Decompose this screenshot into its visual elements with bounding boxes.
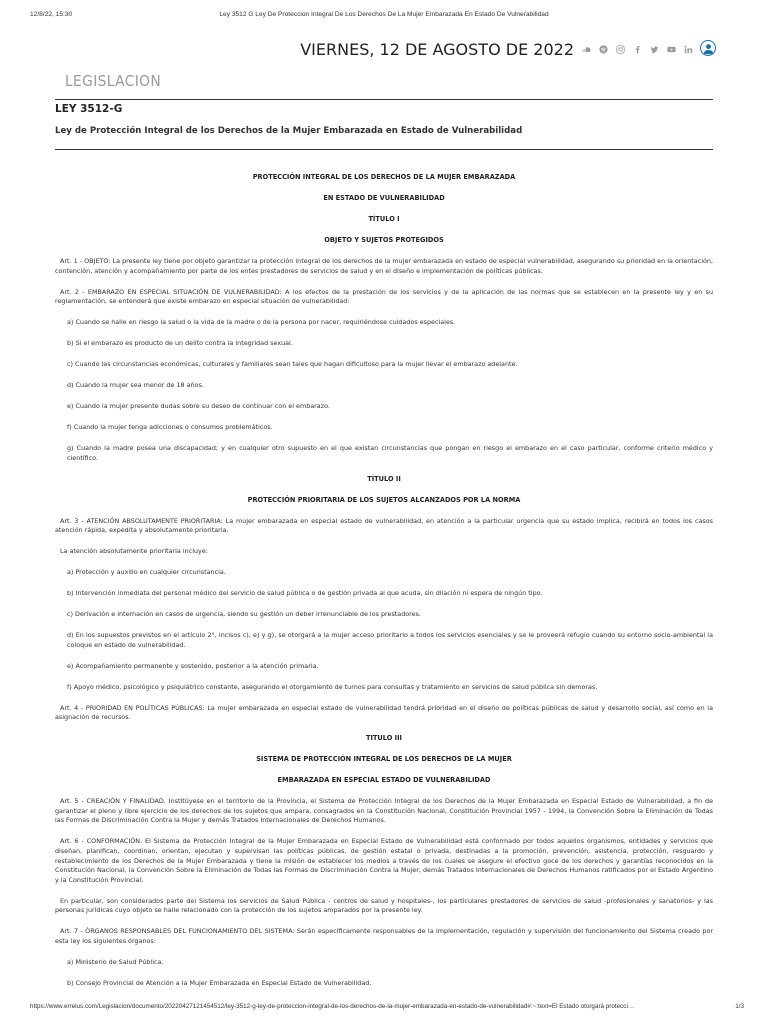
list-item: f) Apoyo médico, psicológico y psiquiátrico constante, asegurando el otorgamiento de turnos para consultas y tratamiento en servicios de salud pública sin demoras. [67, 682, 598, 691]
page-number: 1/3 [735, 1003, 744, 1010]
article-2: Art. 2 - EMBARAZO EN ESPECIAL SITUACIÓN DE VULNERABILIDAD: A los efectos de la prestación de los servicios y de la aplicación de las normas que se establecen en la presente ley y en su reglamentación, se entenderá que existe embarazo en especial situación de vulnerabilidad: [55, 287, 713, 306]
title-name: OBJETO Y SUJETOS PROTEGIDOS [324, 235, 444, 244]
list-item: c) Cuando las circunstancias económicas, culturales y familiares sean tales que hagan dificultoso para la mujer llevar el embarazo adelante. [67, 360, 518, 369]
article-5: Art. 5 - CREACIÓN Y FINALIDAD. Institúyese en el territorio de la Provincia, el Sistema de Protección Integral de los Derechos de la Mujer Embarazada en Especial Estado de Vulnerabilidad, a fin de garantizar el pleno y libre ejercicio de los derechos de los sujetos que ampara, consagrados en la Constitución Nacional, Constitución Provincial 1957 - 1994, la Convención Sobre la Eliminación de Todas las Formas de Discriminación Contra la Mujer y demás Tratados Internacionales de Derechos Humanos. [55, 797, 713, 825]
divider [55, 99, 713, 100]
list-item: c) Derivación e internación en casos de urgencia, siendo su gestión un deber irrenunciable de los prestadores. [67, 610, 421, 619]
section-title: LEGISLACION [65, 72, 162, 90]
list-item: e) Acompañamiento permanente y sostenido, posterior a la atención primaria. [67, 661, 319, 670]
list-item: a) Cuando se halle en riesgo la salud o la vida de la madre o de la persona por nacer, requiriéndose cuidados especiales. [67, 318, 456, 327]
print-url: https://www.erreius.com/Legislacion/documento/20220427121454512/ley-3512-g-ley-de-proteccion-integral-de-los-derechos-de-la-mujer-embarazada-en-estado-de-vulnerabilidad#:~:text=El Estado otorgará protecci… [30, 1003, 635, 1010]
youtube-icon[interactable] [667, 45, 676, 54]
soundcloud-icon[interactable] [582, 45, 591, 54]
print-timestamp: 12/8/22, 15:30 [30, 11, 73, 18]
article-7: Art. 7 - ÓRGANOS RESPONSABLES DEL FUNCIONAMIENTO DEL SISTEMA: Serán específicamente responsables de la implementación, regulación y supervisión del funcionamiento del Sistema creado por esta ley los siguientes órganos: [55, 927, 713, 945]
article-3: Art. 3 - ATENCIÓN ABSOLUTAMENTE PRIORITARIA: La mujer embarazada en especial estado de vulnerabilidad, en atención a la particular urgencia que su estado implica, recibirá en todos los casos atención rápida, expedita y absolutamente prioritaria. [55, 516, 713, 535]
list-item: b) Intervención inmediata del personal médico del servicio de salud pública o de gestión privada al que acuda, sin dilación ni espera de ningún tipo. [67, 589, 543, 598]
list-item: f) Cuando la mujer tenga adicciones o consumos problemáticos. [67, 423, 273, 432]
divider [55, 149, 713, 150]
list-item: d) Cuando la mujer sea menor de 18 años. [67, 381, 204, 390]
list-item: g) Cuando la madre posea una discapacidad; y en cualquier otro supuesto en el que existan circunstancias que pongan en riesgo el embarazo en el caso particular, conforme criterio médico y científico. [67, 444, 713, 462]
article-3-intro: La atención absolutamente prioritaria incluye: [60, 547, 208, 556]
article-1: Art. 1 - OBJETO: La presente ley tiene por objeto garantizar la protección integral de los derechos de la mujer embarazada en estado de especial vulnerabilidad, asegurando su prioridad en la orientación, contención, atención y acompañamiento por parte de los entes prestadores de servicios de salud y en el diseño e implementación de políticas públicas. [55, 256, 713, 275]
linkedin-icon[interactable] [684, 45, 693, 54]
list-item: a) Ministerio de Salud Pública. [67, 957, 164, 966]
law-number: LEY 3512-G [55, 103, 123, 115]
list-item: b) Consejo Provincial de Atención a la Mujer Embarazada en Especial Estado de Vulnerabilidad. [67, 978, 372, 987]
title-heading: TÍTULO I [368, 214, 400, 223]
print-footer [0, 1003, 768, 1015]
article-6: Art. 6 - CONFORMACIÓN. El Sistema de Protección Integral de la Mujer Embarazada en Especial Estado de Vulnerabilidad está conformado por todos aquellos organismos, entidades y servicios que diseñan, planifican, coordinan, orientan, ejecutan y supervisan las políticas públicas, de gestión estatal o privada, destinadas a la promoción, prevención, asistencia, protección, resguardo y restablecimiento de los Derechos de la Mujer Embarazada y tiene la misión de establecer los medios a través de los cuales se asegure el efectivo goce de los derechos y garantías reconocidos en la Constitución Nacional, la Convención Sobre la Eliminación de Todas las Formas de Discriminación Contra la Mujer, demás Tratados Internacionales de Derechos Humanos ratificados por el Estado Argentino y la Constitución Provincial. [55, 837, 713, 884]
title-name: PROTECCIÓN PRIORITARIA DE LOS SUJETOS ALCANZADOS POR LA NORMA [247, 495, 521, 504]
instagram-icon[interactable] [616, 45, 625, 54]
law-title: Ley de Protección Integral de los Derechos de la Mujer Embarazada en Estado de Vulnerabilidad [55, 126, 523, 136]
list-item: e) Cuando la mujer presente dudas sobre su deseo de continuar con el embarazo. [67, 402, 330, 411]
article-6-part-b: En particular, son considerados parte del Sistema los servicios de Salud Pública - centros de salud y hospitales-, los particulares prestadores de servicios de salud -profesionales y sanatorios- y las personas jurídicas cuyo objeto se halle relacionado con la protección de los sujetos amparados por la presente ley. [55, 896, 713, 915]
title-name: SISTEMA DE PROTECCIÓN INTEGRAL DE LOS DERECHOS DE LA MUJER [256, 755, 512, 764]
article-4: Art. 4 - PRIORIDAD EN POLÍTICAS PÚBLICAS: La mujer embarazada en especial estado de vulnerabilidad tendrá prioridad en el diseño de políticas públicas de salud y desarrollo social, así como en la asignación de recursos. [55, 703, 713, 722]
user-avatar-icon[interactable] [700, 40, 716, 56]
print-page-title: Ley 3512 G Ley De Proteccion Integral De Los Derechos De La Mujer Embarazada En Estado De Vulnerabilidad [219, 11, 549, 18]
spotify-icon[interactable] [599, 45, 608, 54]
topbar [300, 40, 693, 58]
list-item: a) Protección y auxilio en cualquier circunstancia. [67, 568, 226, 577]
list-item: d) En los supuestos previstos en el artículo 2°, incisos c), e) y g), se otorgará a la mujer acceso prioritario a todos los servicios esenciales y se le proveerá refugio cuando su entorno socio-ambiental la coloque en estado de vulnerabilidad. [67, 631, 713, 649]
title-heading: TITULO III [365, 734, 403, 743]
print-header [0, 11, 768, 23]
document-heading: EN ESTADO DE VULNERABILIDAD [323, 193, 445, 202]
document-heading: PROTECCIÓN INTEGRAL DE LOS DERECHOS DE LA MUJER EMBARAZADA [252, 173, 516, 181]
twitter-icon[interactable] [650, 45, 659, 54]
document-body [55, 173, 713, 1000]
title-name: EMBARAZADA EN ESPECIAL ESTADO DE VULNERABILIDAD [277, 776, 491, 785]
facebook-icon[interactable] [633, 45, 642, 54]
title-heading: TÍTULO II [367, 474, 401, 483]
list-item: b) Si el embarazo es producto de un delito contra la integridad sexual. [67, 339, 293, 348]
current-date: VIERNES, 12 DE AGOSTO DE 2022 [300, 39, 574, 59]
